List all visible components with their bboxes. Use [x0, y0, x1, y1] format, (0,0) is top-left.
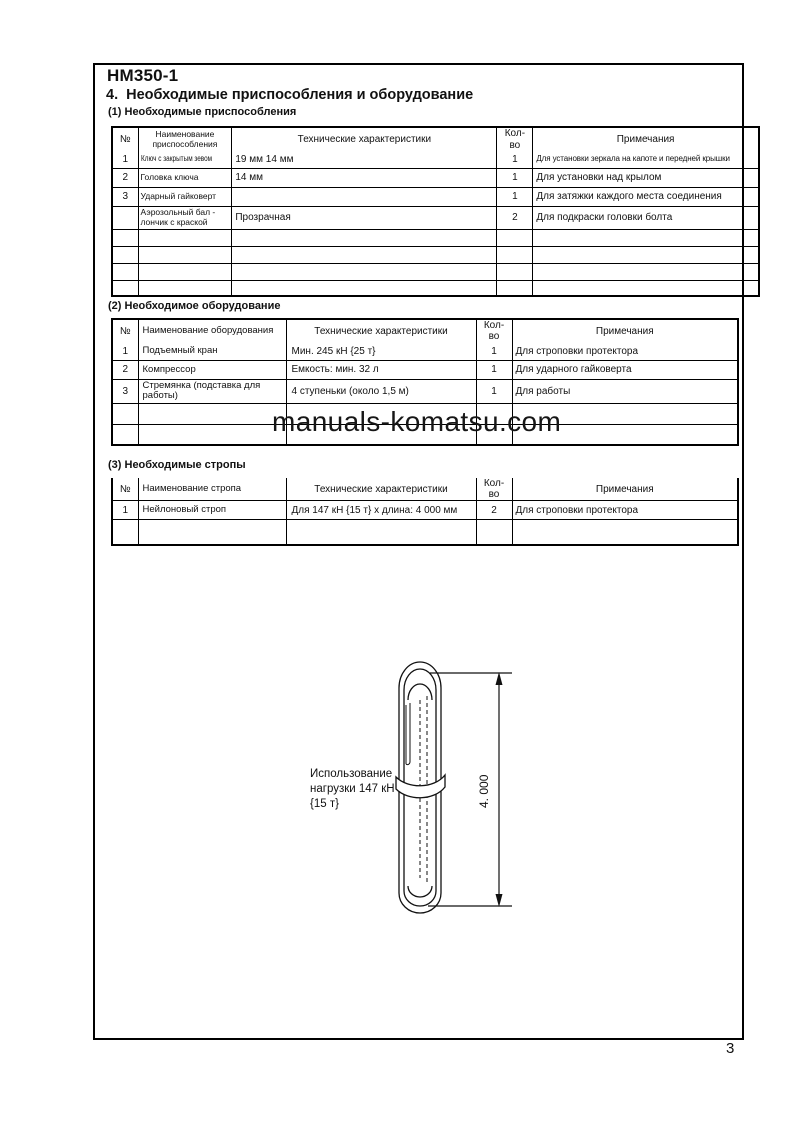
empty-cell: [286, 520, 476, 545]
cell-name: Ударный гайковерт: [138, 187, 232, 206]
sling-illustration: [396, 662, 445, 913]
empty-row: [112, 263, 759, 280]
empty-cell: [533, 280, 759, 296]
empty-cell: [112, 424, 138, 445]
arrow-down-icon: [496, 894, 503, 907]
table-row: [112, 342, 738, 360]
empty-cell: [112, 229, 138, 246]
empty-cell: [138, 246, 232, 263]
cell-notes: Для строповки протектора: [512, 342, 738, 360]
cell-name: Головка ключа: [138, 168, 232, 187]
empty-cell: [476, 520, 512, 545]
cell-spec: 14 мм: [232, 168, 497, 187]
empty-row: [112, 280, 759, 296]
table-header-row: [112, 478, 738, 501]
cell-no: 3: [112, 379, 138, 403]
cell-no: [112, 206, 138, 229]
table-row: [112, 206, 759, 229]
cell-qty: 2: [497, 206, 533, 229]
cell-no: 3: [112, 187, 138, 206]
col-header-qty: Кол-во: [476, 319, 512, 342]
empty-cell: [232, 263, 497, 280]
empty-cell: [112, 403, 138, 424]
cell-name: Аэрозольный бал - лончик с краской: [138, 206, 232, 229]
cell-notes: Для затяжки каждого места соединения: [533, 187, 759, 206]
empty-cell: [112, 246, 138, 263]
empty-row: [112, 520, 738, 545]
col-header-no: №: [112, 127, 138, 151]
load-label-line3: {15 т}: [310, 798, 339, 810]
empty-cell: [112, 263, 138, 280]
empty-cell: [497, 280, 533, 296]
table-row: [112, 168, 759, 187]
cell-name: Стремянка (подставка для работы): [138, 379, 286, 403]
cell-qty: 1: [476, 360, 512, 379]
section-1-caption: (1) Необходимые приспособления: [108, 106, 297, 118]
cell-spec: 4 ступеньки (около 1,5 м): [286, 379, 476, 403]
table-row: [112, 501, 738, 520]
load-label: [310, 768, 395, 810]
model-code: HM350-1: [107, 66, 179, 85]
cell-notes: Для установки зеркала на капоте и передней крышки: [533, 151, 759, 168]
empty-cell: [497, 246, 533, 263]
cell-spec: [232, 187, 497, 206]
section-2-caption: (2) Необходимое оборудование: [108, 300, 281, 312]
col-header-name: Наименование оборудования: [138, 319, 286, 342]
cell-qty: 1: [476, 379, 512, 403]
table-row: [112, 151, 759, 168]
cell-spec: 19 мм 14 мм: [232, 151, 497, 168]
cell-no: 2: [112, 168, 138, 187]
col-header-notes: Примечания: [512, 319, 738, 342]
empty-cell: [232, 280, 497, 296]
cell-name: Компрессор: [138, 360, 286, 379]
cell-notes: Для ударного гайковерта: [512, 360, 738, 379]
empty-cell: [138, 424, 286, 445]
cell-qty: 1: [497, 151, 533, 168]
arrow-up-icon: [496, 672, 503, 685]
empty-row: [112, 246, 759, 263]
section-3-caption: (3) Необходимые стропы: [108, 459, 246, 471]
page-number: 3: [726, 1040, 735, 1057]
cell-qty: 1: [497, 168, 533, 187]
cell-name: Подъемный кран: [138, 342, 286, 360]
table-row: [112, 360, 738, 379]
col-header-spec: Технические характеристики: [286, 478, 476, 501]
empty-cell: [138, 229, 232, 246]
empty-cell: [112, 280, 138, 296]
watermark-text: manuals-komatsu.com: [272, 406, 562, 437]
slings-table: [111, 478, 739, 546]
cell-no: 2: [112, 360, 138, 379]
cell-notes: Для подкраски головки болта: [533, 206, 759, 229]
empty-cell: [138, 403, 286, 424]
empty-cell: [497, 263, 533, 280]
col-header-qty: Кол-во: [497, 127, 533, 151]
empty-cell: [138, 263, 232, 280]
cell-no: 1: [112, 342, 138, 360]
cell-spec: Для 147 кН {15 т} х длина: 4 000 мм: [286, 501, 476, 520]
table-header-row: [112, 127, 759, 151]
empty-row: [112, 229, 759, 246]
table-header-row: [112, 319, 738, 342]
col-header-notes: Примечания: [533, 127, 759, 151]
col-header-no: №: [112, 478, 138, 501]
cell-qty: 2: [476, 501, 512, 520]
empty-cell: [232, 229, 497, 246]
load-label-line1: Использование: [310, 768, 393, 780]
empty-cell: [497, 229, 533, 246]
col-header-qty: Кол-во: [476, 478, 512, 501]
cell-spec: Емкость: мин. 32 л: [286, 360, 476, 379]
empty-cell: [533, 246, 759, 263]
empty-cell: [512, 520, 738, 545]
cell-spec: Прозрачная: [232, 206, 497, 229]
col-header-name: Наименование стропа: [138, 478, 286, 501]
dimension-value: 4. 000: [477, 774, 491, 808]
cell-name: Нейлоновый строп: [138, 501, 286, 520]
tools-table: [111, 126, 760, 297]
cell-notes: Для работы: [512, 379, 738, 403]
cell-notes: Для строповки протектора: [512, 501, 738, 520]
cell-qty: 1: [476, 342, 512, 360]
empty-cell: [112, 520, 138, 545]
cell-no: 1: [112, 151, 138, 168]
sling-diagram: [295, 650, 530, 930]
col-header-spec: Технические характеристики: [232, 127, 497, 151]
empty-cell: [533, 229, 759, 246]
empty-cell: [533, 263, 759, 280]
page-title: 4. Необходимые приспособления и оборудование: [106, 87, 474, 103]
empty-cell: [232, 246, 497, 263]
empty-cell: [138, 280, 232, 296]
table-row: [112, 187, 759, 206]
cell-spec: Мин. 245 кН {25 т}: [286, 342, 476, 360]
load-label-line2: нагрузки 147 кН: [310, 783, 395, 795]
cell-name-text: Ключ с закрытым зевом: [140, 153, 212, 163]
empty-cell: [138, 520, 286, 545]
cell-no: 1: [112, 501, 138, 520]
col-header-name: Наименование приспособления: [138, 127, 232, 151]
col-header-notes: Примечания: [512, 478, 738, 501]
cell-name: [138, 151, 232, 168]
col-header-no: №: [112, 319, 138, 342]
col-header-spec: Технические характеристики: [286, 319, 476, 342]
cell-notes: Для установки над крылом: [533, 168, 759, 187]
table-row: [112, 379, 738, 403]
cell-qty: 1: [497, 187, 533, 206]
